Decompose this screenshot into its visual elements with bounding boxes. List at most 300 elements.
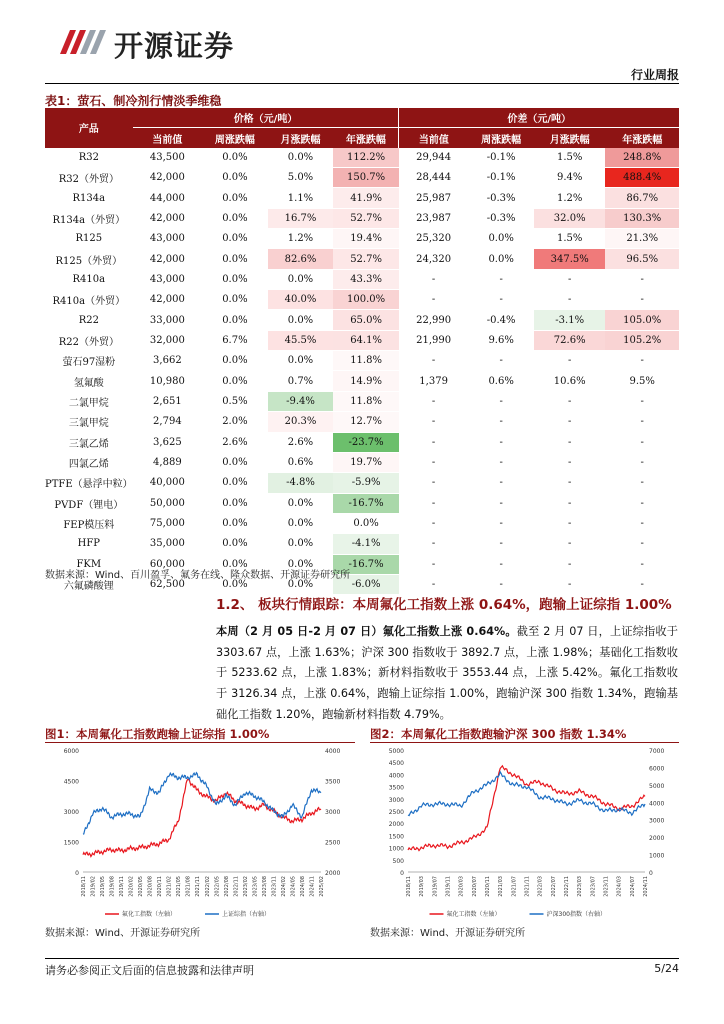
value-cell: 25,987 bbox=[416, 192, 452, 204]
value-cell: 9.5% bbox=[629, 375, 655, 387]
x-tick-label: 2019/05 bbox=[100, 876, 107, 897]
y-left-tick-label: 1500 bbox=[63, 839, 79, 847]
value-cell: - bbox=[431, 457, 436, 469]
value-cell: 0.0% bbox=[222, 294, 248, 306]
value-cell: 0.0% bbox=[287, 538, 314, 550]
value-cell: 9.6% bbox=[488, 334, 514, 346]
x-tick-label: 2020/05 bbox=[138, 876, 145, 897]
value-cell: 0.0% bbox=[287, 151, 314, 163]
x-tick-label: 2018/11 bbox=[81, 876, 87, 897]
value-cell: 44,000 bbox=[149, 192, 185, 204]
value-cell: - bbox=[499, 436, 503, 448]
value-cell: 52.7% bbox=[333, 208, 399, 228]
table-row bbox=[45, 412, 679, 432]
value-cell: 0.0% bbox=[287, 314, 314, 326]
y-left-tick-label: 3000 bbox=[63, 809, 79, 816]
x-tick-label: 2022/02 bbox=[204, 876, 211, 897]
value-cell: - bbox=[499, 538, 503, 550]
value-cell: 42,000 bbox=[149, 253, 185, 265]
value-cell: -3.1% bbox=[534, 310, 606, 330]
column-header: 当前值 bbox=[399, 128, 468, 148]
product-cell: 萤石97湿粉 bbox=[62, 357, 116, 369]
product-cell: 四氯乙烯 bbox=[68, 459, 109, 471]
value-cell: - bbox=[499, 579, 503, 591]
value-cell: 42,000 bbox=[149, 172, 185, 184]
product-cell: R22（外贸） bbox=[58, 336, 119, 348]
series-line-1 bbox=[83, 780, 321, 857]
logo-text: 开源证券 bbox=[114, 29, 235, 63]
product-cell: HFP bbox=[77, 538, 101, 550]
value-cell: - bbox=[431, 579, 436, 591]
price-group-header: 价格（元/吨） bbox=[133, 108, 399, 128]
x-tick-label: 2023/07 bbox=[590, 876, 597, 897]
value-cell: - bbox=[640, 395, 644, 407]
y-right-tick-label: 6000 bbox=[649, 765, 665, 773]
value-cell: 62,500 bbox=[149, 579, 185, 591]
value-cell: 11.8% bbox=[333, 391, 399, 411]
value-cell: 112.2% bbox=[333, 148, 399, 168]
table-row bbox=[45, 148, 679, 168]
x-tick-label: 2022/07 bbox=[550, 876, 557, 897]
value-cell: 0.0% bbox=[222, 355, 248, 367]
product-cell: FEP模压料 bbox=[63, 520, 115, 532]
value-cell: 0.0% bbox=[222, 273, 248, 285]
value-cell: 1.2% bbox=[556, 192, 583, 204]
value-cell: 1.5% bbox=[556, 151, 583, 163]
x-tick-label: 2020/11 bbox=[157, 876, 164, 897]
product-cell: 氢氟酸 bbox=[73, 377, 104, 389]
value-cell: 32,000 bbox=[149, 334, 185, 346]
section-heading: 1.2、 板块行情跟踪：本周氟化工指数上涨 0.64%，跑输上证综指 1.00% bbox=[216, 597, 672, 613]
value-cell: - bbox=[431, 436, 436, 448]
value-cell: - bbox=[640, 477, 644, 489]
page-number: 5/24 bbox=[654, 962, 679, 975]
value-cell: 100.0% bbox=[333, 290, 399, 310]
value-cell: 41.9% bbox=[333, 188, 399, 208]
value-cell: 96.5% bbox=[605, 249, 679, 269]
value-cell: 16.7% bbox=[268, 208, 334, 228]
value-cell: 21.3% bbox=[605, 229, 679, 249]
x-tick-label: 2024/03 bbox=[616, 876, 623, 897]
table-row bbox=[45, 452, 679, 472]
value-cell: - bbox=[640, 416, 644, 428]
value-cell: 10.6% bbox=[553, 375, 586, 387]
x-tick-label: 2018/11 bbox=[406, 876, 412, 897]
x-tick-label: 2020/03 bbox=[458, 876, 465, 897]
value-cell: 0.0% bbox=[222, 579, 248, 591]
price-table bbox=[45, 108, 679, 595]
x-tick-label: 2023/02 bbox=[242, 876, 249, 897]
value-cell: 82.6% bbox=[268, 249, 334, 269]
value-cell: - bbox=[567, 579, 572, 591]
value-cell: 2.6% bbox=[222, 436, 248, 448]
x-tick-label: 2023/11 bbox=[603, 876, 610, 897]
header-divider bbox=[45, 83, 679, 84]
y-left-tick-label: 500 bbox=[392, 857, 404, 865]
x-tick-label: 2022/05 bbox=[214, 876, 221, 897]
value-cell: 0.7% bbox=[287, 375, 314, 387]
value-cell: 0.0% bbox=[488, 253, 514, 265]
value-cell: 6.7% bbox=[222, 334, 248, 346]
y-left-tick-label: 0 bbox=[75, 870, 79, 877]
product-cell: 三氯甲烷 bbox=[68, 418, 109, 430]
x-tick-label: 2020/02 bbox=[128, 876, 135, 897]
value-cell: 2.0% bbox=[222, 416, 248, 428]
value-cell: - bbox=[431, 416, 436, 428]
y-left-tick-label: 2500 bbox=[388, 809, 404, 816]
figure-1-chart bbox=[45, 744, 355, 922]
x-tick-label: 2023/08 bbox=[261, 876, 268, 897]
value-cell: - bbox=[567, 518, 572, 530]
value-cell: - bbox=[499, 355, 503, 367]
value-cell: - bbox=[431, 395, 436, 407]
value-cell: 0.0% bbox=[222, 314, 248, 326]
table-row bbox=[45, 290, 679, 310]
value-cell: 2,794 bbox=[153, 416, 182, 428]
value-cell: 3,625 bbox=[153, 436, 182, 448]
x-tick-label: 2019/11 bbox=[445, 876, 452, 897]
value-cell: - bbox=[567, 416, 572, 428]
value-cell: 24,320 bbox=[416, 253, 452, 265]
value-cell: 35,000 bbox=[149, 538, 185, 550]
y-left-tick-label: 1500 bbox=[388, 833, 404, 841]
value-cell: -16.7% bbox=[333, 493, 399, 513]
value-cell: -23.7% bbox=[333, 432, 399, 452]
y-right-tick-label: 3500 bbox=[325, 778, 341, 786]
figure-2-rule bbox=[370, 742, 679, 743]
y-right-tick-label: 7000 bbox=[649, 748, 665, 755]
value-cell: 42,000 bbox=[149, 294, 185, 306]
table-row bbox=[45, 249, 679, 269]
value-cell: 150.7% bbox=[333, 168, 399, 188]
product-cell: R22 bbox=[78, 314, 99, 326]
column-header: 周涨跌幅 bbox=[202, 128, 268, 148]
y-left-tick-label: 4500 bbox=[388, 760, 404, 768]
value-cell: 0.0% bbox=[222, 497, 248, 509]
value-cell: 4,889 bbox=[153, 457, 182, 469]
value-cell: -4.1% bbox=[333, 534, 399, 554]
y-right-tick-label: 1000 bbox=[649, 852, 665, 860]
product-cell: PTFE（悬浮中粒） bbox=[45, 479, 133, 491]
value-cell: 20.3% bbox=[268, 412, 334, 432]
table-row bbox=[45, 391, 679, 411]
figure-2-source: 数据来源：Wind、开源证券研究所 bbox=[370, 928, 526, 939]
value-cell: - bbox=[431, 558, 436, 570]
x-tick-label: 2023/11 bbox=[271, 876, 278, 897]
table-row bbox=[45, 188, 679, 208]
value-cell: 32.0% bbox=[534, 208, 606, 228]
paragraph-lead: 本周（2 月 05 日-2 月 07 日）氟化工指数上涨 0.64%。 bbox=[216, 625, 517, 638]
value-cell: - bbox=[567, 355, 572, 367]
value-cell: 0.0% bbox=[222, 538, 248, 550]
logo-mark-icon bbox=[56, 20, 108, 60]
value-cell: 64.1% bbox=[333, 330, 399, 350]
x-tick-label: 2020/11 bbox=[485, 876, 491, 897]
table-body bbox=[45, 148, 679, 595]
value-cell: 60,000 bbox=[149, 558, 185, 570]
company-logo bbox=[56, 20, 276, 63]
figure-2-chart bbox=[370, 744, 679, 922]
value-cell: 0.0% bbox=[287, 273, 314, 285]
value-cell: 1.2% bbox=[287, 233, 314, 245]
value-cell: 0.0% bbox=[353, 518, 379, 530]
value-cell: - bbox=[431, 477, 436, 489]
value-cell: 0.6% bbox=[488, 375, 514, 387]
value-cell: 0.0% bbox=[222, 477, 248, 489]
x-tick-label: 2024/07 bbox=[629, 876, 636, 897]
series-line-2 bbox=[83, 773, 321, 835]
value-cell: - bbox=[431, 294, 436, 306]
value-cell: -0.1% bbox=[486, 151, 516, 163]
value-cell: 0.5% bbox=[222, 395, 248, 407]
legend-label: 氟化工指数（左轴） bbox=[122, 911, 177, 918]
y-right-tick-label: 5000 bbox=[649, 782, 665, 790]
value-cell: - bbox=[499, 558, 503, 570]
value-cell: 0.0% bbox=[488, 233, 514, 245]
value-cell: - bbox=[431, 273, 436, 285]
value-cell: 33,000 bbox=[149, 314, 185, 326]
table-row bbox=[45, 310, 679, 330]
x-tick-label: 2024/05 bbox=[290, 876, 297, 897]
value-cell: -6.0% bbox=[333, 574, 399, 594]
value-cell: 347.5% bbox=[534, 249, 606, 269]
figure-2-title: 图2：本周氟化工指数跑输沪深 300 指数 1.34% bbox=[370, 727, 627, 741]
y-left-tick-label: 1000 bbox=[388, 845, 404, 853]
value-cell: - bbox=[431, 518, 436, 530]
product-cell: R134a bbox=[72, 192, 106, 204]
table-row bbox=[45, 330, 679, 350]
x-tick-label: 2024/11 bbox=[309, 876, 316, 897]
value-cell: 0.0% bbox=[222, 253, 248, 265]
legend-label: 上证综指（右轴） bbox=[222, 911, 271, 918]
x-tick-label: 2022/11 bbox=[233, 876, 240, 897]
table-row bbox=[45, 229, 679, 249]
value-cell: - bbox=[567, 273, 572, 285]
x-tick-label: 2019/08 bbox=[109, 876, 116, 897]
value-cell: - bbox=[499, 416, 503, 428]
value-cell: 5.0% bbox=[287, 172, 314, 184]
value-cell: -0.4% bbox=[486, 314, 516, 326]
value-cell: 19.7% bbox=[333, 452, 399, 472]
y-right-tick-label: 0 bbox=[649, 870, 653, 877]
legend-label: 氟化工指数（左轴） bbox=[446, 911, 501, 918]
value-cell: - bbox=[640, 579, 644, 591]
value-cell: 25,320 bbox=[416, 233, 452, 245]
value-cell: 248.8% bbox=[605, 148, 679, 168]
x-tick-label: 2024/11 bbox=[643, 876, 649, 897]
table-row bbox=[45, 208, 679, 228]
x-tick-label: 2021/07 bbox=[511, 876, 518, 897]
x-tick-label: 2023/05 bbox=[252, 876, 259, 897]
value-cell: - bbox=[640, 294, 644, 306]
y-left-tick-label: 2000 bbox=[388, 821, 404, 829]
value-cell: - bbox=[567, 538, 572, 550]
figure-1-source: 数据来源：Wind、开源证券研究所 bbox=[45, 928, 201, 939]
table-row bbox=[45, 168, 679, 188]
x-tick-label: 2020/08 bbox=[147, 876, 154, 897]
figure-1-rule bbox=[45, 742, 355, 743]
product-cell: FKM bbox=[76, 558, 102, 570]
y-left-tick-label: 4500 bbox=[63, 778, 79, 786]
value-cell: 2,651 bbox=[153, 395, 182, 407]
value-cell: - bbox=[567, 497, 572, 509]
value-cell: - bbox=[640, 273, 644, 285]
value-cell: 43,000 bbox=[149, 273, 185, 285]
column-header: 当前值 bbox=[133, 128, 202, 148]
x-tick-label: 2022/03 bbox=[537, 876, 544, 897]
value-cell: - bbox=[640, 518, 644, 530]
value-cell: -5.9% bbox=[333, 473, 399, 493]
value-cell: - bbox=[640, 355, 644, 367]
value-cell: 65.0% bbox=[333, 310, 399, 330]
value-cell: 45.5% bbox=[268, 330, 334, 350]
value-cell: - bbox=[567, 558, 572, 570]
value-cell: 0.6% bbox=[287, 457, 314, 469]
x-tick-label: 2024/02 bbox=[280, 876, 287, 897]
table-row bbox=[45, 371, 679, 391]
series-line-2 bbox=[408, 772, 645, 816]
value-cell: 43,500 bbox=[149, 151, 185, 163]
y-right-tick-label: 2500 bbox=[325, 839, 341, 847]
value-cell: - bbox=[567, 395, 572, 407]
value-cell: -9.4% bbox=[268, 391, 334, 411]
value-cell: - bbox=[431, 538, 436, 550]
product-cell: R32 bbox=[78, 151, 99, 163]
value-cell: - bbox=[567, 436, 572, 448]
value-cell: 0.0% bbox=[287, 497, 314, 509]
product-header: 产品 bbox=[45, 108, 133, 148]
value-cell: 42,000 bbox=[149, 212, 185, 224]
figure-1-title: 图1：本周氟化工指数跑输上证综指 1.00% bbox=[45, 727, 270, 741]
x-tick-label: 2021/02 bbox=[166, 876, 173, 897]
value-cell: 43,000 bbox=[149, 233, 185, 245]
value-cell: 0.0% bbox=[287, 579, 314, 591]
value-cell: - bbox=[499, 294, 503, 306]
value-cell: 0.0% bbox=[222, 212, 248, 224]
value-cell: -0.3% bbox=[486, 212, 516, 224]
value-cell: 21,990 bbox=[416, 334, 452, 346]
value-cell: 23,987 bbox=[416, 212, 452, 224]
table-row bbox=[45, 351, 679, 371]
value-cell: 1,379 bbox=[419, 375, 448, 387]
table-source: 数据来源：Wind、百川盈孚、氟务在线、隆众数据、开源证券研究所 bbox=[45, 570, 351, 581]
table-row bbox=[45, 432, 679, 452]
product-cell: R410a bbox=[72, 273, 106, 285]
x-tick-label: 2020/07 bbox=[471, 876, 478, 897]
y-right-tick-label: 3000 bbox=[325, 809, 341, 816]
value-cell: 130.3% bbox=[605, 208, 679, 228]
value-cell: - bbox=[499, 457, 503, 469]
footer-divider bbox=[45, 958, 679, 959]
value-cell: - bbox=[640, 457, 644, 469]
doc-type-label: 行业周报 bbox=[630, 68, 679, 82]
value-cell: - bbox=[567, 294, 572, 306]
value-cell: 0.0% bbox=[287, 518, 314, 530]
value-cell: 0.0% bbox=[222, 172, 248, 184]
y-left-tick-label: 6000 bbox=[63, 748, 79, 755]
value-cell: - bbox=[499, 395, 503, 407]
value-cell: - bbox=[499, 477, 503, 489]
value-cell: - bbox=[640, 497, 644, 509]
value-cell: 488.4% bbox=[605, 168, 679, 188]
x-tick-label: 2022/08 bbox=[223, 876, 230, 897]
value-cell: 0.0% bbox=[222, 151, 248, 163]
x-tick-label: 2025/02 bbox=[319, 876, 325, 897]
value-cell: 14.9% bbox=[333, 371, 399, 391]
product-cell: R410a（外贸） bbox=[52, 296, 126, 308]
column-header: 月涨跌幅 bbox=[268, 128, 334, 148]
product-cell: 二氯甲烷 bbox=[68, 397, 109, 409]
x-tick-label: 2022/11 bbox=[564, 876, 570, 897]
y-right-tick-label: 4000 bbox=[649, 800, 665, 808]
value-cell: 12.7% bbox=[333, 412, 399, 432]
value-cell: 10,980 bbox=[149, 375, 185, 387]
value-cell: 86.7% bbox=[605, 188, 679, 208]
x-tick-label: 2023/03 bbox=[577, 876, 584, 897]
value-cell: -4.8% bbox=[268, 473, 334, 493]
y-left-tick-label: 4000 bbox=[388, 772, 404, 780]
value-cell: -0.3% bbox=[486, 192, 516, 204]
value-cell: 2.6% bbox=[287, 436, 314, 448]
x-tick-label: 2021/11 bbox=[524, 876, 531, 897]
y-right-tick-label: 3000 bbox=[649, 817, 665, 825]
value-cell: 105.2% bbox=[605, 330, 679, 350]
x-tick-label: 2021/03 bbox=[498, 876, 505, 897]
value-cell: - bbox=[431, 497, 436, 509]
value-cell: - bbox=[640, 558, 644, 570]
paragraph-body: 截至 2 月 07 日，上证综指收于 3303.67 点，上涨 1.63%；沪深 300 指数收于 3892.7 点，上涨 1.98%；基础化工指数收于 5233.62 点，上涨 1.83%；新材料指数收于 3553.44 点，上涨 5.42%。氟化工指数收于 3126.34 点，上涨 0.64%，跑输上证综指 1.00%，跑输沪深 300 指数 1.34%，跑输基础化工指数 1.20%，跑输新材料指数 4.79%。 bbox=[216, 625, 678, 721]
table-row bbox=[45, 493, 679, 513]
value-cell: 40,000 bbox=[149, 477, 185, 489]
value-cell: 1.1% bbox=[287, 192, 314, 204]
column-header: 年涨跌幅 bbox=[605, 128, 679, 148]
value-cell: - bbox=[567, 457, 572, 469]
x-tick-label: 2024/08 bbox=[299, 876, 306, 897]
footer-disclaimer: 请务必参阅正文后面的信息披露和法律声明 bbox=[45, 964, 254, 977]
product-cell: 六氟磷酸锂 bbox=[63, 581, 114, 593]
column-header: 月涨跌幅 bbox=[534, 128, 606, 148]
product-cell: R125（外贸） bbox=[55, 255, 123, 267]
x-tick-label: 2019/02 bbox=[90, 876, 97, 897]
column-header: 周涨跌幅 bbox=[468, 128, 534, 148]
product-cell: R134a（外贸） bbox=[52, 214, 126, 226]
value-cell: -16.7% bbox=[333, 554, 399, 574]
y-left-tick-label: 0 bbox=[400, 870, 404, 877]
value-cell: 0.0% bbox=[222, 192, 248, 204]
product-cell: PVDF（锂电） bbox=[54, 499, 124, 511]
value-cell: 28,444 bbox=[416, 172, 452, 184]
y-left-tick-label: 3000 bbox=[388, 796, 404, 804]
value-cell: 0.0% bbox=[222, 518, 248, 530]
value-cell: 11.8% bbox=[333, 351, 399, 371]
value-cell: 19.4% bbox=[333, 229, 399, 249]
value-cell: 0.0% bbox=[287, 558, 314, 570]
value-cell: 52.7% bbox=[333, 249, 399, 269]
y-left-tick-label: 5000 bbox=[388, 748, 404, 755]
value-cell: 75,000 bbox=[149, 518, 185, 530]
spread-group-header: 价差（元/吨） bbox=[399, 108, 679, 128]
product-cell: R32（外贸） bbox=[58, 174, 119, 186]
x-tick-label: 2021/11 bbox=[195, 876, 202, 897]
value-cell: 0.0% bbox=[222, 558, 248, 570]
value-cell: 40.0% bbox=[268, 290, 334, 310]
table-title: 表1：萤石、制冷剂行情淡季维稳 bbox=[45, 94, 222, 108]
value-cell: 29,944 bbox=[416, 151, 452, 163]
value-cell: -0.1% bbox=[486, 172, 516, 184]
table-row bbox=[45, 513, 679, 533]
x-tick-label: 2019/03 bbox=[419, 876, 426, 897]
value-cell: 105.0% bbox=[605, 310, 679, 330]
